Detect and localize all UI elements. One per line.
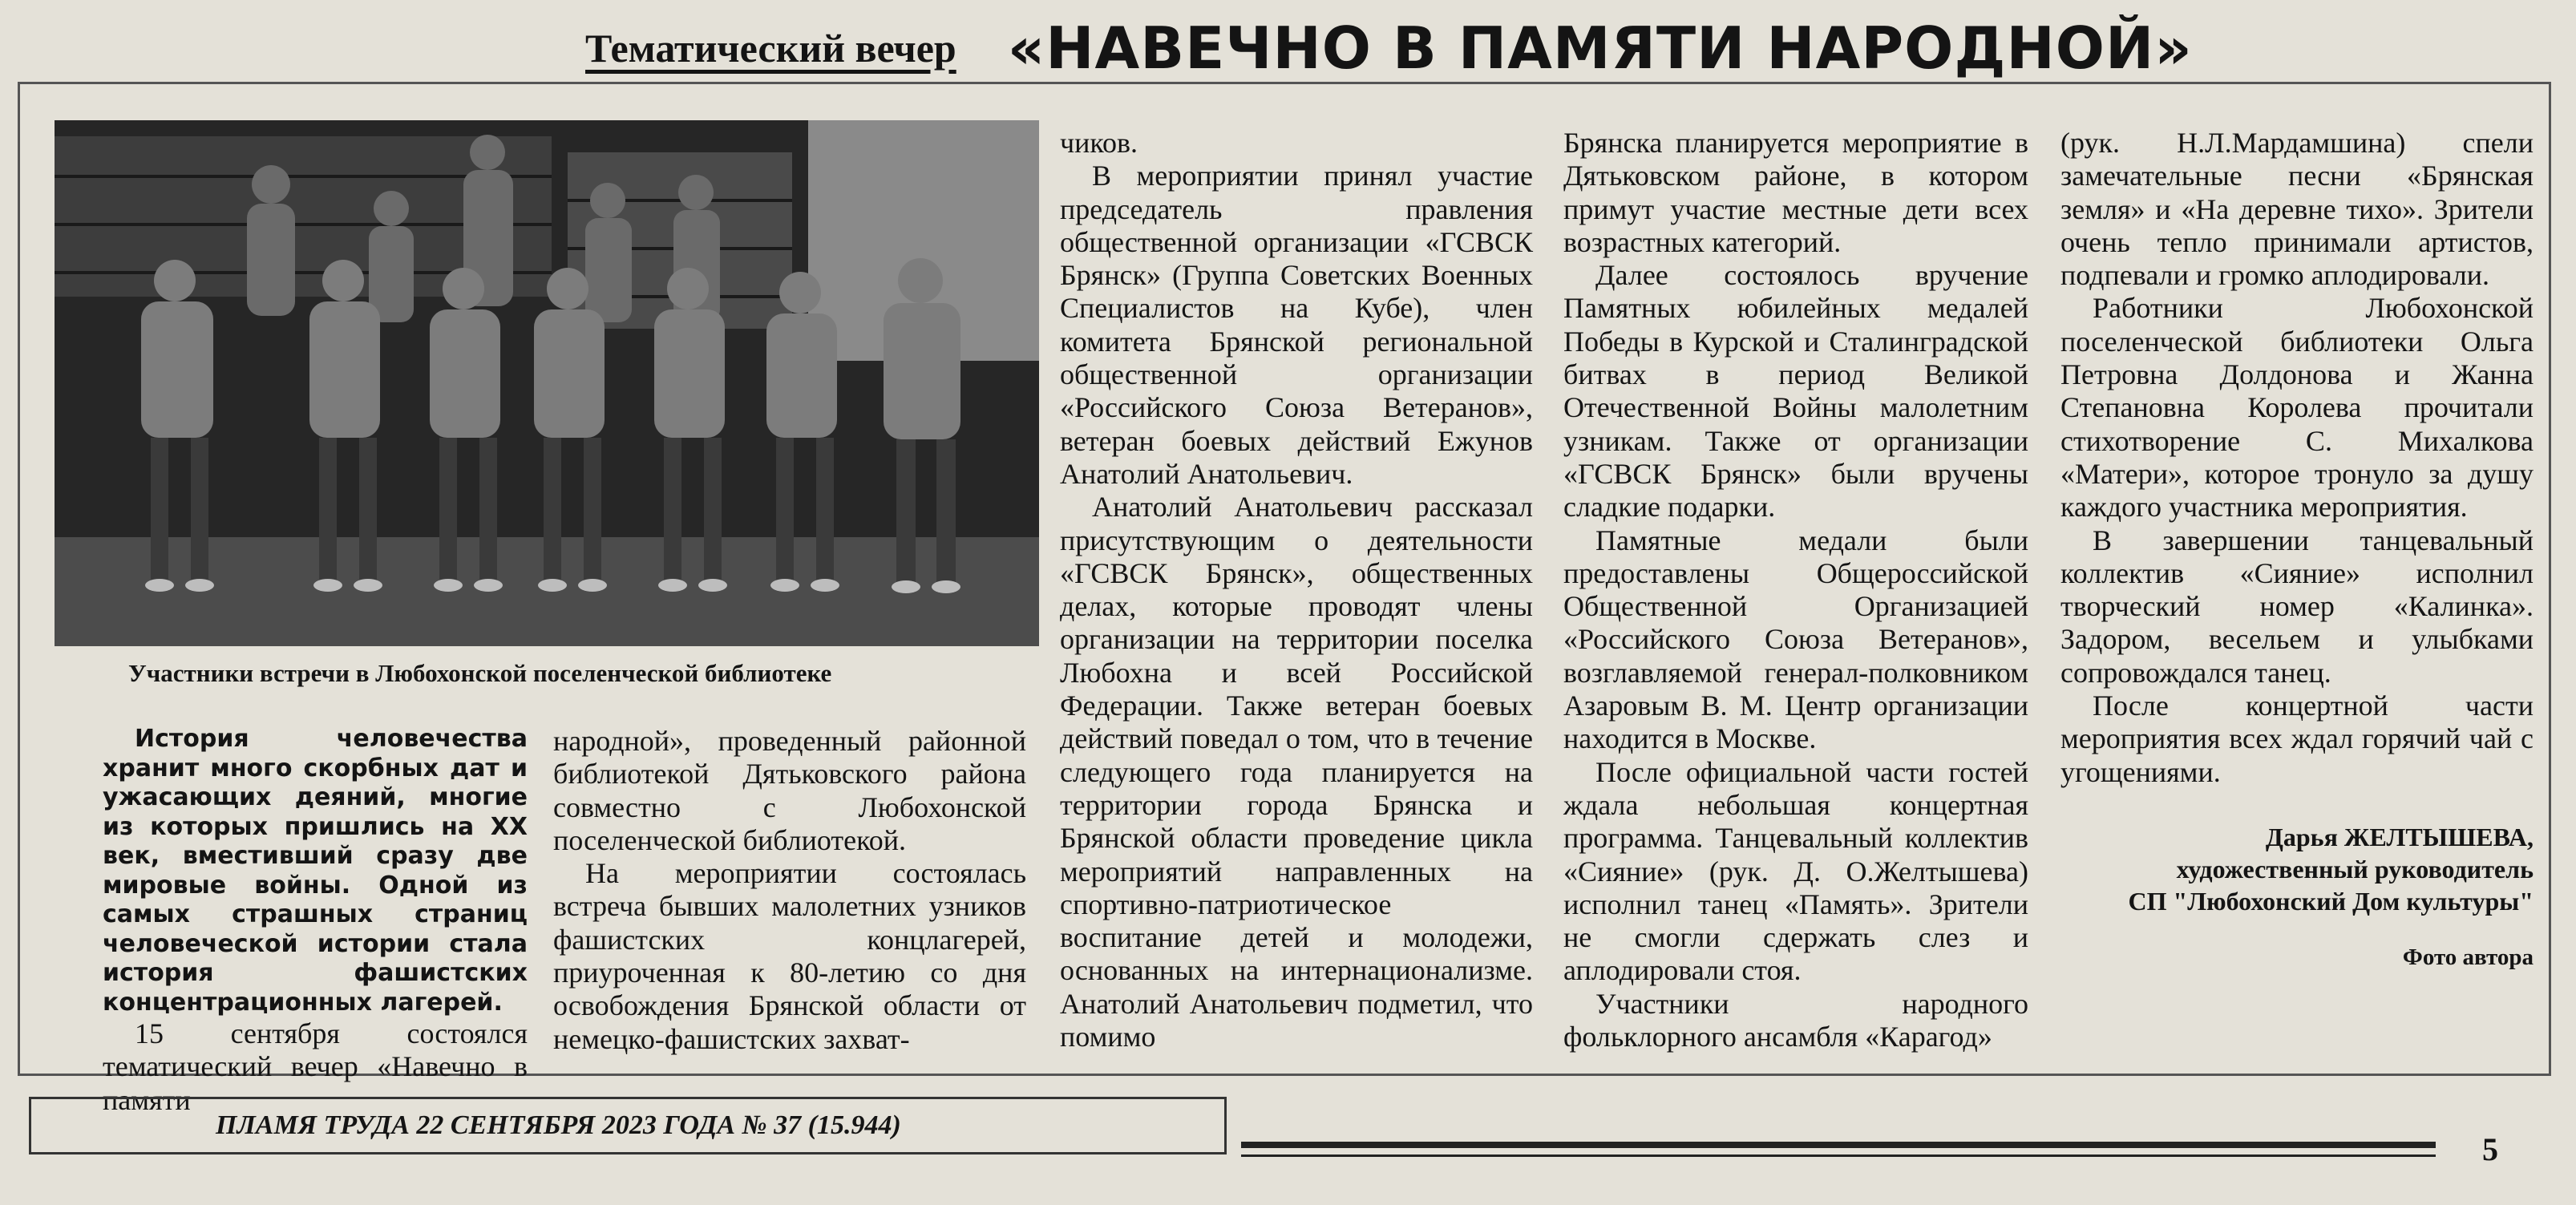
paragraph: (рук. Н.Л.Мардамшина) спели замечательные песни «Брянская земля» и «На деревне тихо». Зрители очень тепло принимали артистов, подпевали и громко аплодировали. xyxy=(2060,127,2534,292)
paragraph: Участники народного фольклорного ансамбля «Карагод» xyxy=(1563,987,2028,1053)
photo-caption: Участники встречи в Любохонской поселенческой библиотеке xyxy=(128,659,832,687)
column-2 xyxy=(553,725,1026,1053)
newspaper-masthead xyxy=(29,1097,1227,1154)
author-org: СП "Любохонский Дом культуры" xyxy=(2128,886,2534,916)
paragraph: После концертной части мероприятия всех ждал горячий чай с угощениями. xyxy=(2060,689,2534,788)
author-signature xyxy=(2060,821,2534,917)
author-name: Дарья ЖЕЛТЫШЕВА, xyxy=(2265,822,2534,851)
paragraph: Далее состоялось вручение Памятных юбилейных медалей Победы в Курской и Сталинградской битвах в период Великой Отечественной Войны малолетним узникам. Также от организации «ГСВСК Брянск» были вручены сладкие подарки. xyxy=(1563,259,2028,524)
paragraph: чиков. xyxy=(1060,127,1138,159)
article-lead: История человечества хранит много скорбных дат и ужасающих деяний, многие из которых пришлись на XX век, вместивший сразу две мировые войны. Одной из самых страшных страниц человеческой истории стала история фашистских концентрационных лагерей. xyxy=(103,725,528,1017)
paragraph: Брянска планируется мероприятие в Дятьковском районе, в котором примут участие местные дети всех возрастных категорий. xyxy=(1563,127,2028,258)
paragraph: В мероприятии принял участие председатель правления общественной организации «ГСВСК Брянск» (Группа Советских Военных Специалистов на Кубе), член комитета Брянской региональной общественной организации «Российского Союза Ветеранов», ветеран боевых действий Ежунов Анатолий Анатольевич. xyxy=(1060,160,1533,490)
article-kicker: Тематический вечер xyxy=(585,26,956,71)
paragraph: Анатолий Анатольевич рассказал присутствующим о деятельности «ГСВСК Брянск», общественных делах, которые проводят члены организации на территории поселка Любохна и всей Российской Федерации. Также ветеран боевых действий поведал о том, что в течение следующего года планируется на территории города Брянска и Брянской области проведение цикла мероприятий направленных на спортивно-патриотическое воспитание детей и молодежи, основанных на интернационализме. Анатолий Анатольевич подметил, что помимо xyxy=(1060,491,1533,1053)
paragraph: После официальной части гостей ждала небольшая концертная программа. Танцевальный коллектив «Сияние» (рук. Д. О.Желтышева) исполнил танец «Память». Зрители не смогли сдержать слез и аплодировали стоя. xyxy=(1563,755,2028,987)
paragraph: Памятные медали были предоставлены Общероссийской Общественной Организацией «Российского Союза Ветеранов», возглавляемой генерал-полковником Азаровым В. М. Центр организации находится в Москве. xyxy=(1563,524,2028,755)
article-photo xyxy=(55,120,1039,646)
column-3 xyxy=(1060,127,1533,1061)
author-role: художественный руководитель xyxy=(2176,854,2534,884)
paragraph: На мероприятии состоялась встреча бывших малолетних узников фашистских концлагерей, приуроченная к 80-летию со дня освобождения Брянской области от немецко-фашистских захват- xyxy=(553,857,1026,1055)
photo-credit: Фото автора xyxy=(2402,944,2534,970)
paragraph: Работники Любохонской поселенческой библиотеки Ольга Петровна Долдонова и Жанна Степановна Королева прочитали стихотворение С. Михалкова «Матери», которое тронуло за душу каждого участника мероприятия. xyxy=(2060,292,2534,524)
masthead-text: ПЛАМЯ ТРУДА 22 СЕНТЯБРЯ 2023 ГОДА № 37 (15.944) xyxy=(216,1110,901,1140)
footer-rule-thin xyxy=(1241,1154,2436,1157)
paragraph: В завершении танцевальный коллектив «Сияние» исполнил творческий номер «Калинка». Задором, весельем и улыбками сопровождался танец. xyxy=(2060,524,2534,689)
column-4 xyxy=(1563,127,2028,1061)
paragraph: 15 сентября состоялся тематический вечер «Навечно в памяти xyxy=(103,1017,528,1116)
page-number: 5 xyxy=(2482,1131,2498,1167)
column-5 xyxy=(2060,127,2534,1061)
paragraph: народной», проведенный районной библиотекой Дятьковского района совместно с Любохонской поселенческой библиотекой. xyxy=(553,725,1026,856)
photo-illustration xyxy=(55,120,1039,646)
footer-rule xyxy=(1241,1142,2436,1148)
headline-row xyxy=(585,14,2193,87)
article-title: «НАВЕЧНО В ПАМЯТИ НАРОДНОЙ» xyxy=(1007,14,2193,82)
column-1 xyxy=(103,725,528,1116)
